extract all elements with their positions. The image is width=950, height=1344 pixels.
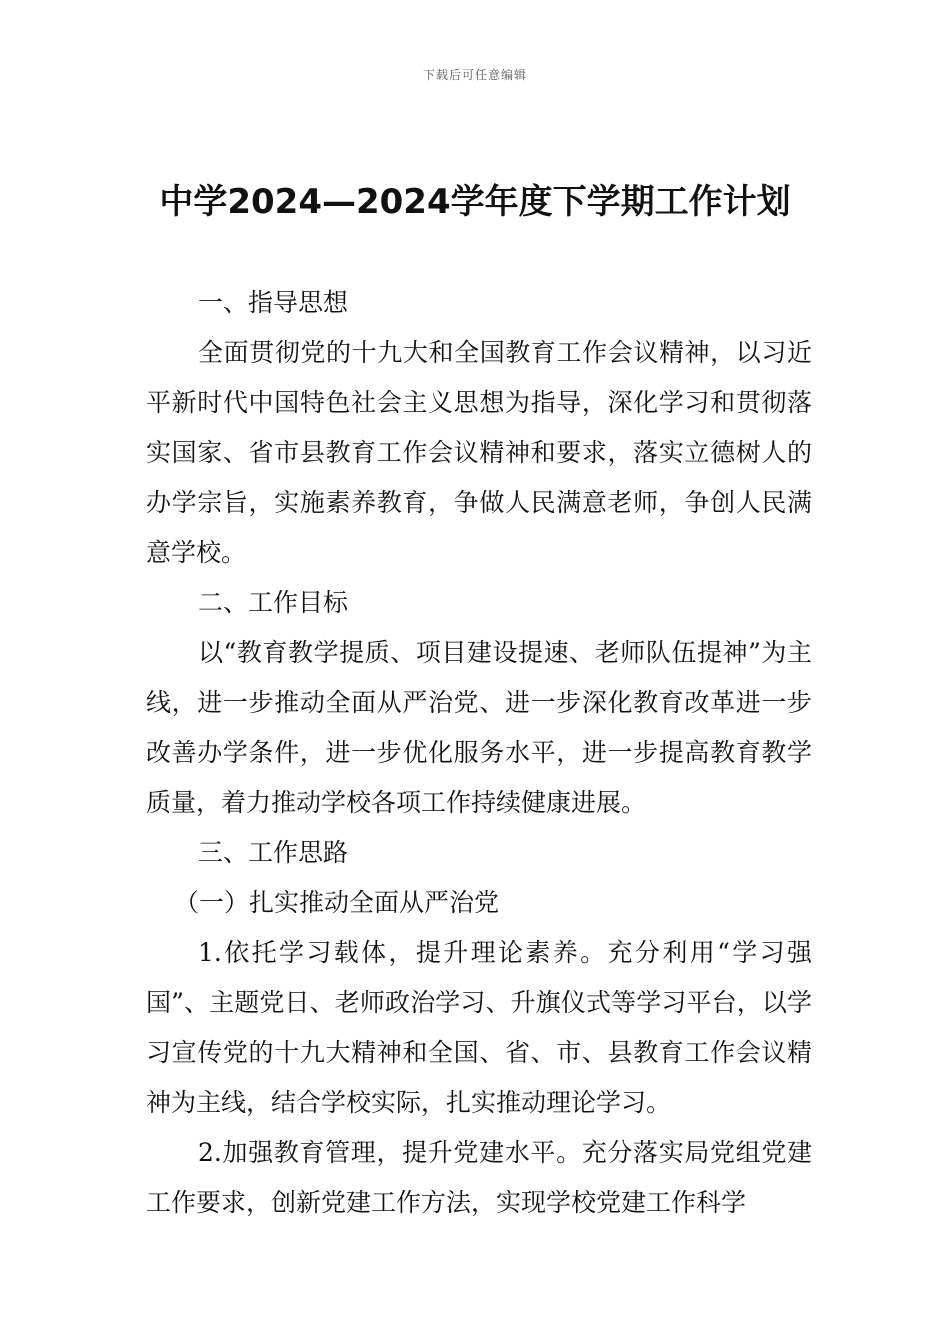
- section-heading: 二、工作目标: [198, 588, 349, 617]
- paragraph: 以“教育教学提质、项目建设提速、老师队伍提神”为主线，进一步推动全面从严治党、进一步深化教育改革进一步改善办学条件，进一步优化服务水平，进一步提高教育教学质量，着力推动学校各项工作持续健康进展。: [146, 638, 812, 817]
- sub-section-heading: （一）扎实推动全面从严治党: [174, 888, 500, 917]
- paragraph: 2.加强教育管理，提升党建水平。充分落实局党组党建工作要求，创新党建工作方法，实现学校党建工作科学: [146, 1138, 812, 1217]
- section-heading: 三、工作思路: [198, 838, 349, 867]
- section-heading: 一、指导思想: [198, 288, 349, 317]
- paragraph: 全面贯彻党的十九大和全国教育工作会议精神，以习近平新时代中国特色社会主义思想为指导，深化学习和贯彻落实国家、省市县教育工作会议精神和要求，落实立德树人的办学宗旨，实施素养教育，争做人民满意老师，争创人民满意学校。: [146, 338, 812, 567]
- header-note: 下载后可任意编辑: [422, 68, 527, 82]
- document-body: [146, 278, 812, 1228]
- paragraph: 1.依托学习载体，提升理论素养。充分利用“学习强国”、主题党日、老师政治学习、升旗仪式等学习平台，以学习宣传党的十九大精神和全国、省、市、县教育工作会议精神为主线，结合学校实际，扎实推动理论学习。: [146, 938, 812, 1117]
- document-title: 中学2024—2024学年度下学期工作计划: [159, 182, 791, 222]
